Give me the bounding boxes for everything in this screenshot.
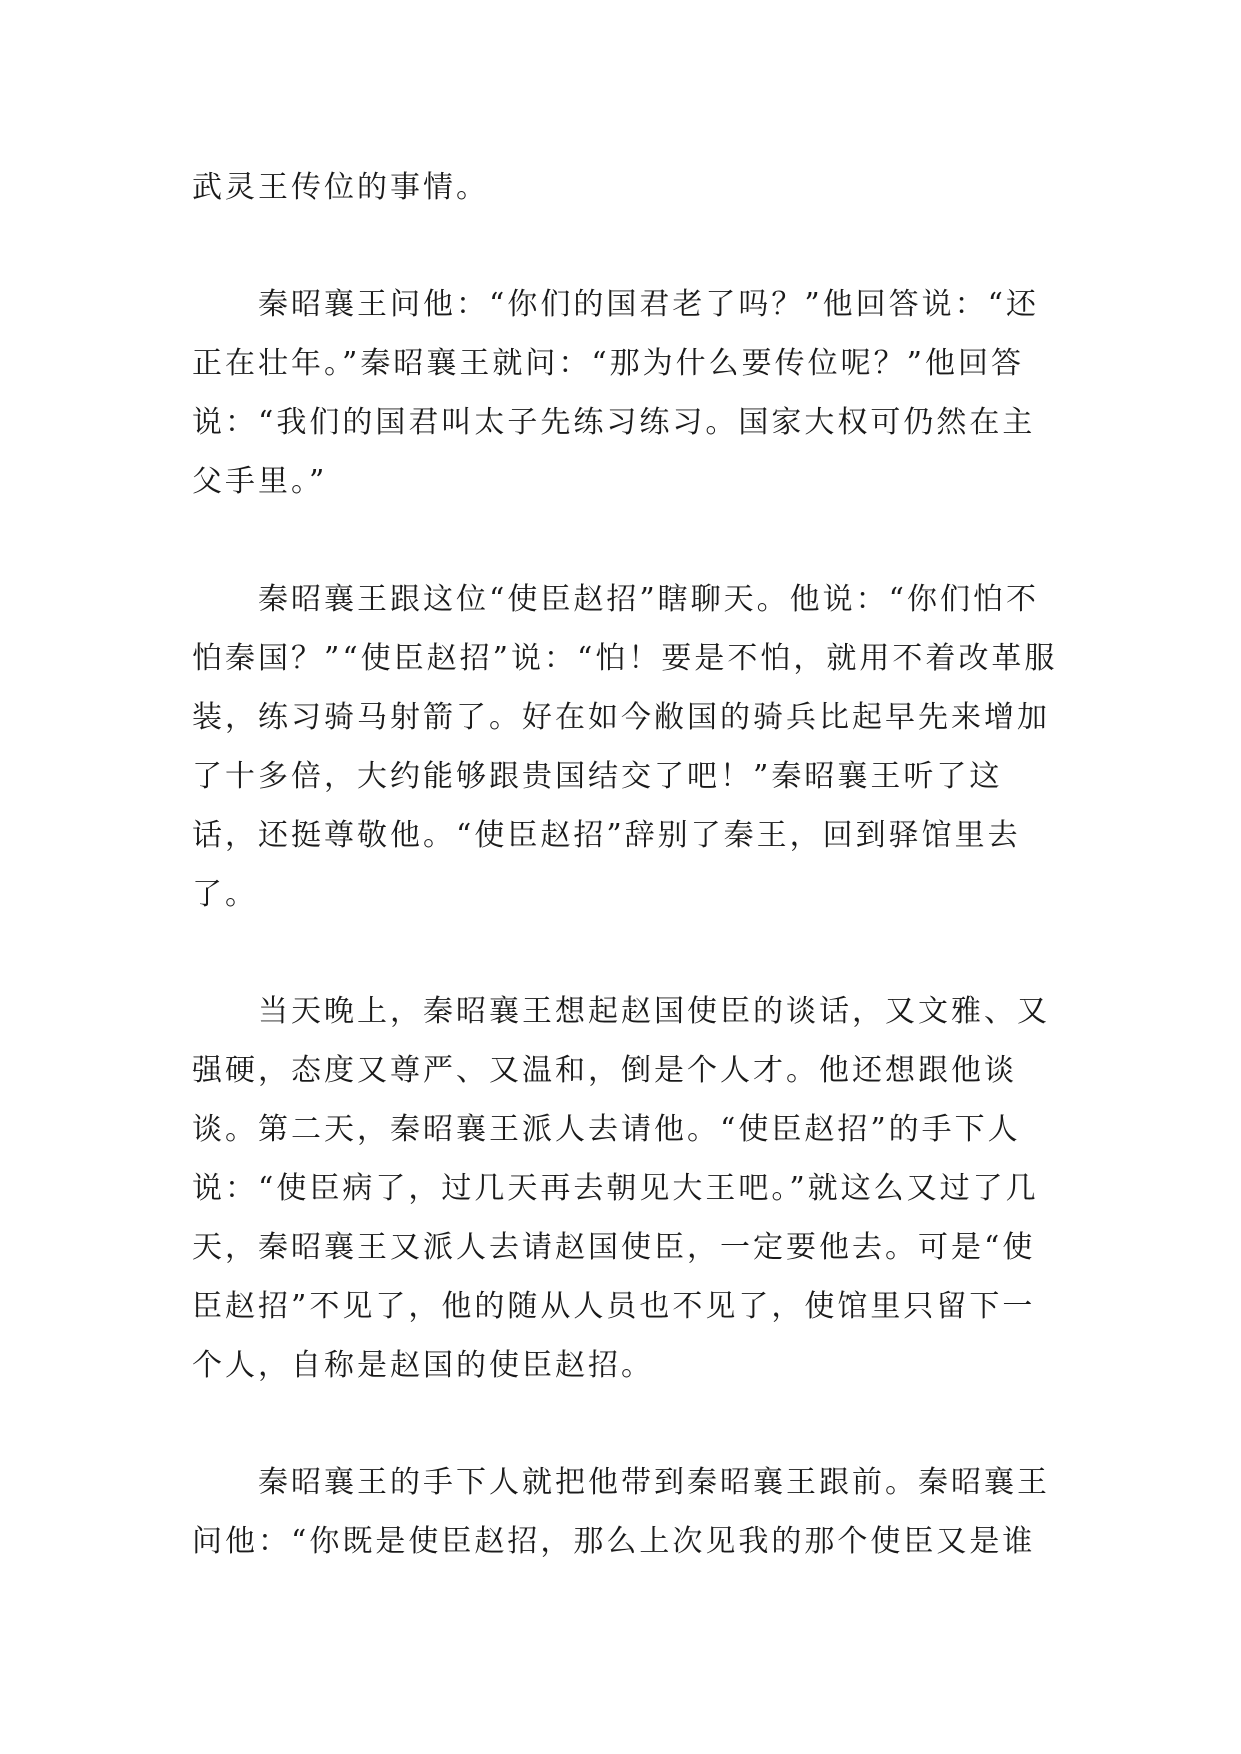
paragraph-continuation: 武灵王传位的事情。 <box>192 170 489 205</box>
paragraph: 秦昭襄王问他：“你们的国君老了吗？”他回答说：“还正在壮年。”秦昭襄王就问：“那为什么要传位呢？”他回答说：“我们的国君叫太子先练习练习。国家大权可仍然在主父手里。” <box>192 287 1040 499</box>
paragraph: 秦昭襄王的手下人就把他带到秦昭襄王跟前。秦昭襄王问他：“你既是使臣赵招，那么上次见我的那个使臣又是谁 <box>192 1465 1050 1559</box>
paragraph: 当天晚上，秦昭襄王想起赵国使臣的谈话，又文雅、又强硬，态度又尊严、又温和，倒是个人才。他还想跟他谈谈。第二天，秦昭襄王派人去请他。“使臣赵招”的手下人说：“使臣病了，过几天再去朝见大王吧。”就这么又过了几天，秦昭襄王又派人去请赵国使臣，一定要他去。可是“使臣赵招”不见了，他的随从人员也不见了，使馆里只留下一个人，自称是赵国的使臣赵招。 <box>192 994 1050 1383</box>
paragraph: 秦昭襄王跟这位“使臣赵招”瞎聊天。他说：“你们怕不怕秦国？”“使臣赵招”说：“怕！要是不怕，就用不着改革服装，练习骑马射箭了。好在如今敝国的骑兵比起早先来增加了十多倍，大约能够跟贵国结交了吧！”秦昭襄王听了这话，还挺尊敬他。“使臣赵招”辞别了秦王，回到驿馆里去了。 <box>192 582 1058 912</box>
